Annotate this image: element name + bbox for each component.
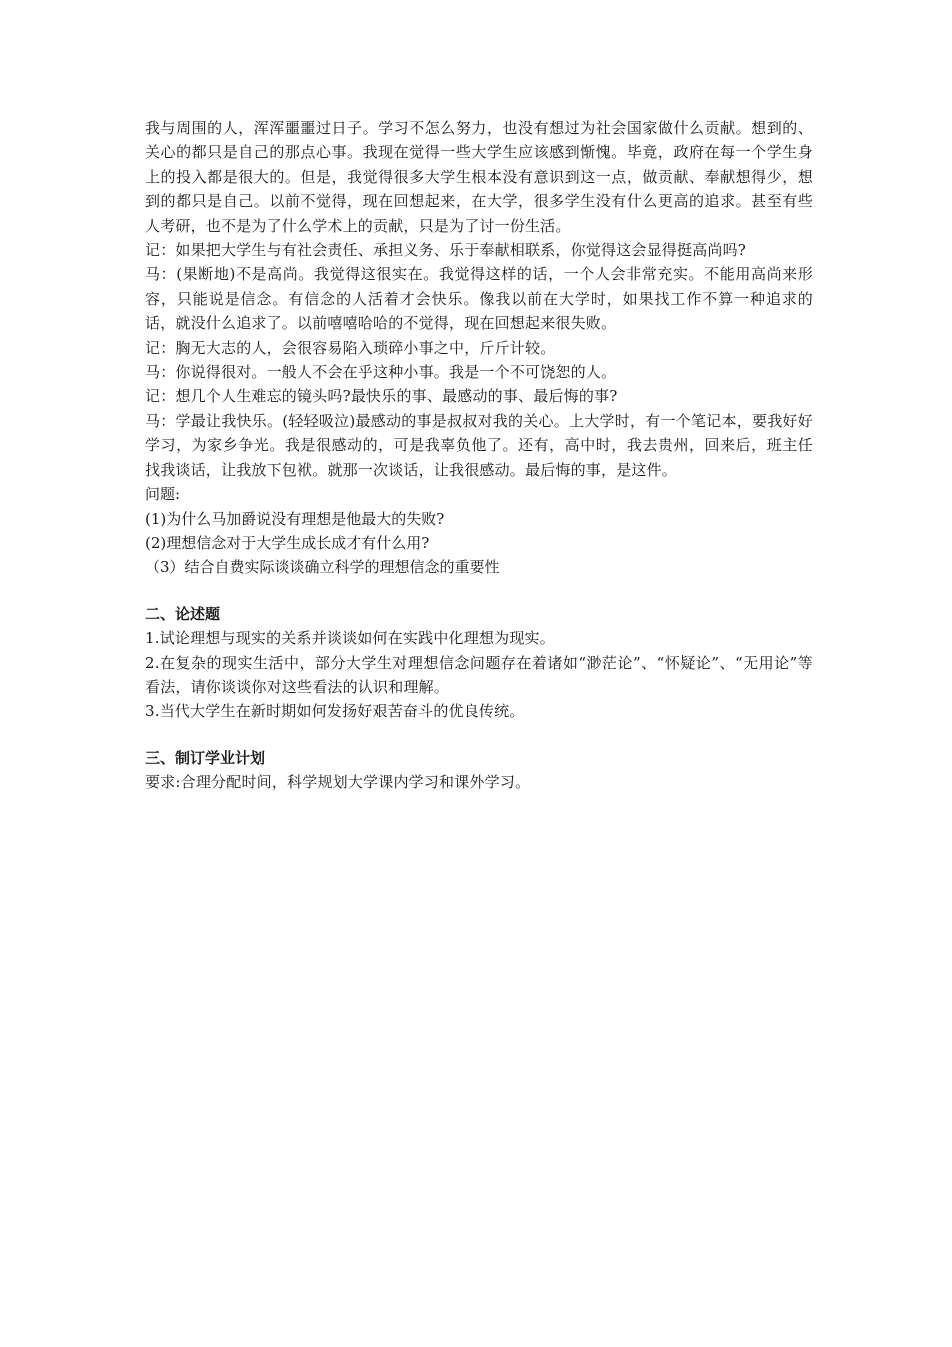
reporter-question-2: 记：胸无大志的人，会很容易陷入琐碎小事之中，斤斤计较。 [145,338,556,357]
section-spacer [145,724,813,746]
questions-label: 问题: [145,485,181,504]
question-item-1: (1)为什么马加爵说没有理想是他最大的失败? [145,509,445,528]
document-body [145,116,813,795]
essay-question-1: 1.试论理想与现实的关系并谈谈如何在实践中化理想为现实。 [145,629,555,648]
ma-answer-2: 马：你说得很对。一般人不会在乎这种小事。我是一个不可饶恕的人。 [145,363,617,382]
ma-answer-1: 马：(果断地)不是高尚。我觉得这很实在。我觉得这样的话，一个人会非常充实。不能用高尚来形容，只能说是信念。有信念的人活着才会快乐。像我以前在大学时，如果找工作不算一种追求的话，就没什么追求了。以前嘻嘻哈哈的不觉得，现在回想起来很失败。 [145,265,813,333]
study-plan-requirement: 要求:合理分配时间，科学规划大学课内学习和课外学习。 [145,773,531,792]
reporter-question-3: 记：想几个人生难忘的镜头吗?最快乐的事、最感动的事、最后悔的事? [145,387,618,406]
essay-question-3: 3.当代大学生在新时期如何发扬好艰苦奋斗的优良传统。 [145,702,525,721]
question-item-2: (2)理想信念对于大学生成长成才有什么用? [145,533,430,552]
question-item-3: （3）结合自费实际谈谈确立科学的理想信念的重要性 [145,558,500,577]
interview-opening-paragraph: 我与周围的人，浑浑噩噩过日子。学习不怎么努力，也没有想过为社会国家做什么贡献。想到的、关心的都只是自己的那点心事。我现在觉得一些大学生应该感到惭愧。毕竟，政府在每一个学生身上的投入都是很大的。但是，我觉得很多大学生根本没有意识到这一点，做贡献、奉献想得少，想到的都只是自己。以前不觉得，现在回想起来，在大学，很多学生没有什么更高的追求。甚至有些人考研，也不是为了什么学术上的贡献，只是为了讨一份生活。 [145,119,813,235]
section-3-heading: 三、制订学业计划 [145,748,266,767]
ma-answer-3: 马：学最让我快乐。(轻轻吸泣)最感动的事是叔叔对我的关心。上大学时，有一个笔记本，要我好好学习，为家乡争光。我是很感动的，可是我辜负他了。还有，高中时，我去贵州，回来后，班主任找我谈话，让我放下包袱。就那一次谈话，让我很感动。最后悔的事，是这件。 [145,411,813,479]
section-2-heading: 二、论述题 [145,604,221,623]
reporter-question-1: 记：如果把大学生与有社会责任、承担义务、乐于奉献相联系，你觉得这会显得挺高尚吗? [145,241,747,260]
essay-question-2: 2.在复杂的现实生活中，部分大学生对理想信念问题存在着诸如“渺茫论”、“怀疑论”、“无用论”等看法，请你谈谈你对这些看法的认识和理解。 [145,653,813,696]
section-spacer [145,580,813,602]
